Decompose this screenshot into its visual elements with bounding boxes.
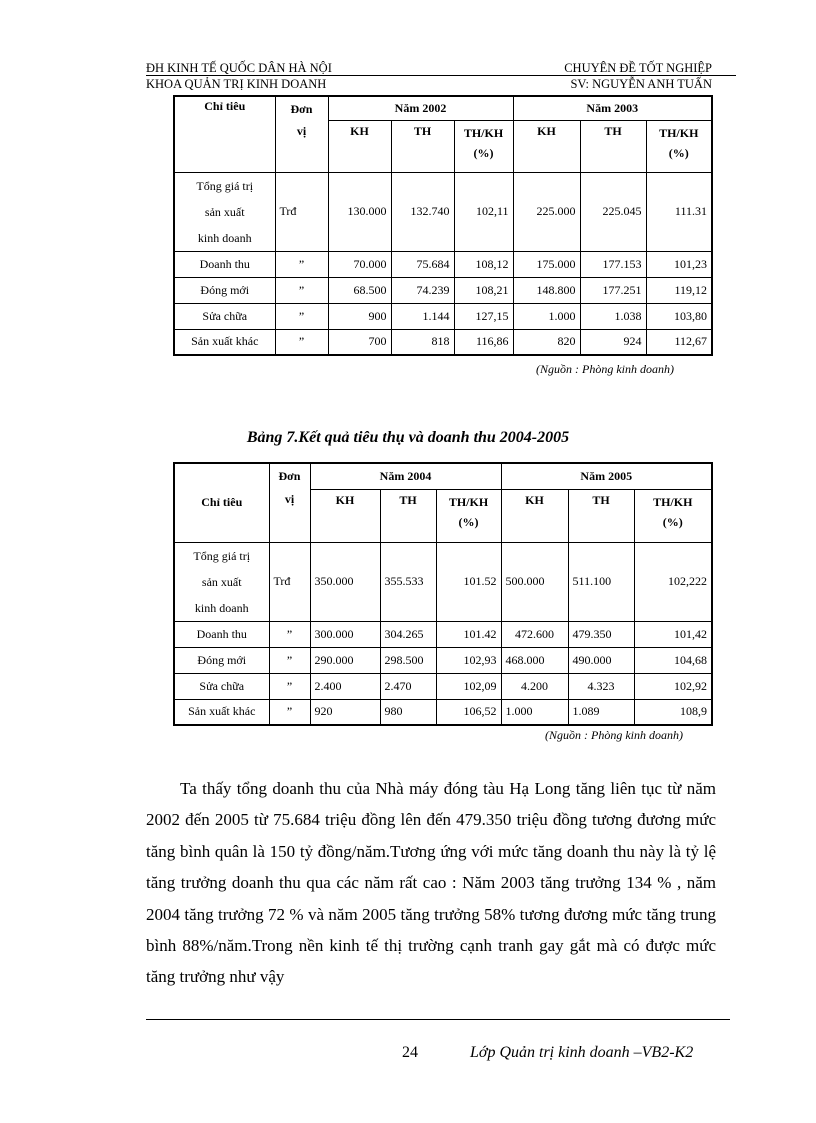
cell-value: 1.038 <box>580 303 646 329</box>
cell-value: 106,52 <box>436 699 501 725</box>
cell-value: 101,42 <box>634 621 712 647</box>
row-label: Đóng mới <box>174 277 275 303</box>
cell-value: 300.000 <box>310 621 380 647</box>
cell-value: 101,23 <box>646 251 712 277</box>
cell-value: 104,68 <box>634 647 712 673</box>
cell-value: 1.089 <box>568 699 634 725</box>
cell-value: 511.100 <box>568 542 634 621</box>
header-rule <box>146 75 736 76</box>
cell-value: 119,12 <box>646 277 712 303</box>
row-unit: ” <box>275 329 328 355</box>
header-don-vi: Đơn <box>269 463 310 489</box>
header-kh: KH <box>513 120 580 172</box>
cell-value: 4.200 <box>501 673 568 699</box>
page-header-line2 <box>146 77 736 91</box>
cell-value: 500.000 <box>501 542 568 621</box>
table1-source: (Nguồn : Phòng kinh doanh) <box>536 362 674 376</box>
cell-value: 108,9 <box>634 699 712 725</box>
cell-value: 490.000 <box>568 647 634 673</box>
header-thkh: TH/KH <box>454 120 513 146</box>
table-row <box>174 542 712 621</box>
row-unit: ” <box>275 277 328 303</box>
cell-value: 900 <box>328 303 391 329</box>
header-thkh: TH/KH <box>646 120 712 146</box>
cell-value: 111.31 <box>646 172 712 251</box>
cell-value: 820 <box>513 329 580 355</box>
header-chi-tieu: Chỉ tiêu <box>174 463 269 542</box>
table-row <box>174 647 712 673</box>
cell-value: 148.800 <box>513 277 580 303</box>
cell-value: 177.153 <box>580 251 646 277</box>
body-paragraph <box>146 773 716 993</box>
cell-value: 225.000 <box>513 172 580 251</box>
cell-value: 225.045 <box>580 172 646 251</box>
header-year-2005: Năm 2005 <box>501 463 712 489</box>
cell-value: 75.684 <box>391 251 454 277</box>
table-row <box>174 673 712 699</box>
table-caption: Bảng 7.Kết quả tiêu thụ và doanh thu 2004-2005 <box>246 429 570 446</box>
cell-value: 298.500 <box>380 647 436 673</box>
row-unit: ” <box>269 647 310 673</box>
row-label: Sửa chữa <box>174 673 269 699</box>
header-year-2003: Năm 2003 <box>513 96 712 120</box>
cell-value: 290.000 <box>310 647 380 673</box>
cell-value: 818 <box>391 329 454 355</box>
cell-value: 980 <box>380 699 436 725</box>
table-row <box>174 172 712 251</box>
cell-value: 479.350 <box>568 621 634 647</box>
table-row <box>174 621 712 647</box>
header-thkh: TH/KH <box>634 489 712 515</box>
cell-value: 1.144 <box>391 303 454 329</box>
row-label: Tổng giá trị sản xuất kinh doanh <box>174 542 269 621</box>
cell-value: 116,86 <box>454 329 513 355</box>
row-unit: Trđ <box>269 542 310 621</box>
row-label: Sản xuất khác <box>174 699 269 725</box>
cell-value: 70.000 <box>328 251 391 277</box>
header-percent: (%) <box>646 146 712 172</box>
paragraph-text: Ta thấy tổng doanh thu của Nhà máy đóng tàu Hạ Long tăng liên tục từ năm 2002 đến 2005 từ 75.684 triệu đồng lên đến 479.350 triệu đồng tương đương mức tăng bình quân là 150 tỷ đồng/năm.Tương ứng với mức tăng doanh thu này là tỷ lệ tăng trưởng doanh thu qua các năm rất cao : Năm 2003 tăng trưởng 134 % , năm 2004 tăng trưởng 72 % và năm 2005 tăng trưởng 58% tương đương mức tăng trung bình 88%/năm.Trong nền kinh tế thị trường cạnh tranh gay gắt mà có được mức tăng trưởng như vậy <box>146 779 716 987</box>
table-row <box>174 277 712 303</box>
cell-value: 102,222 <box>634 542 712 621</box>
row-label: Doanh thu <box>174 621 269 647</box>
cell-value: 920 <box>310 699 380 725</box>
row-unit: ” <box>269 699 310 725</box>
cell-value: 102,09 <box>436 673 501 699</box>
cell-value: 700 <box>328 329 391 355</box>
header-year-2004: Năm 2004 <box>310 463 501 489</box>
row-label: Sản xuất khác <box>174 329 275 355</box>
header-student: SV: NGUYỄN ANH TUẤN <box>570 77 712 91</box>
footer-class-name: Lớp Quản trị kinh doanh –VB2-K2 <box>470 1044 694 1061</box>
cell-value: 74.239 <box>391 277 454 303</box>
cell-value: 1.000 <box>513 303 580 329</box>
results-table-2002-2003 <box>173 95 713 356</box>
cell-value: 102,11 <box>454 172 513 251</box>
row-unit: ” <box>275 303 328 329</box>
header-year-2002: Năm 2002 <box>328 96 513 120</box>
row-unit: ” <box>269 621 310 647</box>
row-label: Sửa chữa <box>174 303 275 329</box>
cell-value: 127,15 <box>454 303 513 329</box>
header-thkh: TH/KH <box>436 489 501 515</box>
table-row <box>174 329 712 355</box>
cell-value: 102,92 <box>634 673 712 699</box>
cell-value: 355.533 <box>380 542 436 621</box>
header-kh: KH <box>328 120 391 172</box>
cell-value: 177.251 <box>580 277 646 303</box>
cell-value: 304.265 <box>380 621 436 647</box>
cell-value: 102,93 <box>436 647 501 673</box>
cell-value: 4.323 <box>568 673 634 699</box>
cell-value: 112,67 <box>646 329 712 355</box>
header-th: TH <box>580 120 646 172</box>
cell-value: 103,80 <box>646 303 712 329</box>
header-percent: (%) <box>634 515 712 542</box>
header-kh: KH <box>310 489 380 542</box>
results-table-2004-2005 <box>173 462 713 726</box>
header-th: TH <box>391 120 454 172</box>
header-thesis-type: CHUYÊN ĐỀ TỐT NGHIỆP <box>564 61 712 75</box>
row-unit: Trđ <box>275 172 328 251</box>
cell-value: 2.470 <box>380 673 436 699</box>
header-chi-tieu: Chỉ tiêu <box>174 96 275 172</box>
header-th: TH <box>380 489 436 542</box>
cell-value: 468.000 <box>501 647 568 673</box>
cell-value: 350.000 <box>310 542 380 621</box>
cell-value: 108,12 <box>454 251 513 277</box>
page-header-line1 <box>146 61 736 75</box>
header-percent: (%) <box>454 146 513 172</box>
row-unit: ” <box>269 673 310 699</box>
cell-value: 108,21 <box>454 277 513 303</box>
cell-value: 130.000 <box>328 172 391 251</box>
table-row <box>174 699 712 725</box>
footer-rule <box>146 1019 730 1020</box>
page-number: 24 <box>402 1044 418 1061</box>
header-don-vi: Đơn vị <box>275 96 328 172</box>
cell-value: 68.500 <box>328 277 391 303</box>
header-don-vi-2: vị <box>269 489 310 542</box>
row-unit: ” <box>275 251 328 277</box>
cell-value: 1.000 <box>501 699 568 725</box>
cell-value: 132.740 <box>391 172 454 251</box>
header-percent: (%) <box>436 515 501 542</box>
header-th: TH <box>568 489 634 542</box>
table-row <box>174 303 712 329</box>
table-row <box>174 251 712 277</box>
cell-value: 101.52 <box>436 542 501 621</box>
table2-source: (Nguồn : Phòng kinh doanh) <box>545 728 683 742</box>
cell-value: 924 <box>580 329 646 355</box>
row-label: Doanh thu <box>174 251 275 277</box>
header-faculty: KHOA QUẢN TRỊ KINH DOANH <box>146 77 327 91</box>
cell-value: 175.000 <box>513 251 580 277</box>
header-university: ĐH KINH TẾ QUỐC DÂN HÀ NỘI <box>146 61 332 75</box>
cell-value: 2.400 <box>310 673 380 699</box>
cell-value: 472.600 <box>501 621 568 647</box>
header-kh: KH <box>501 489 568 542</box>
cell-value: 101.42 <box>436 621 501 647</box>
row-label: Đóng mới <box>174 647 269 673</box>
row-label: Tổng giá trị sản xuất kinh doanh <box>174 172 275 251</box>
